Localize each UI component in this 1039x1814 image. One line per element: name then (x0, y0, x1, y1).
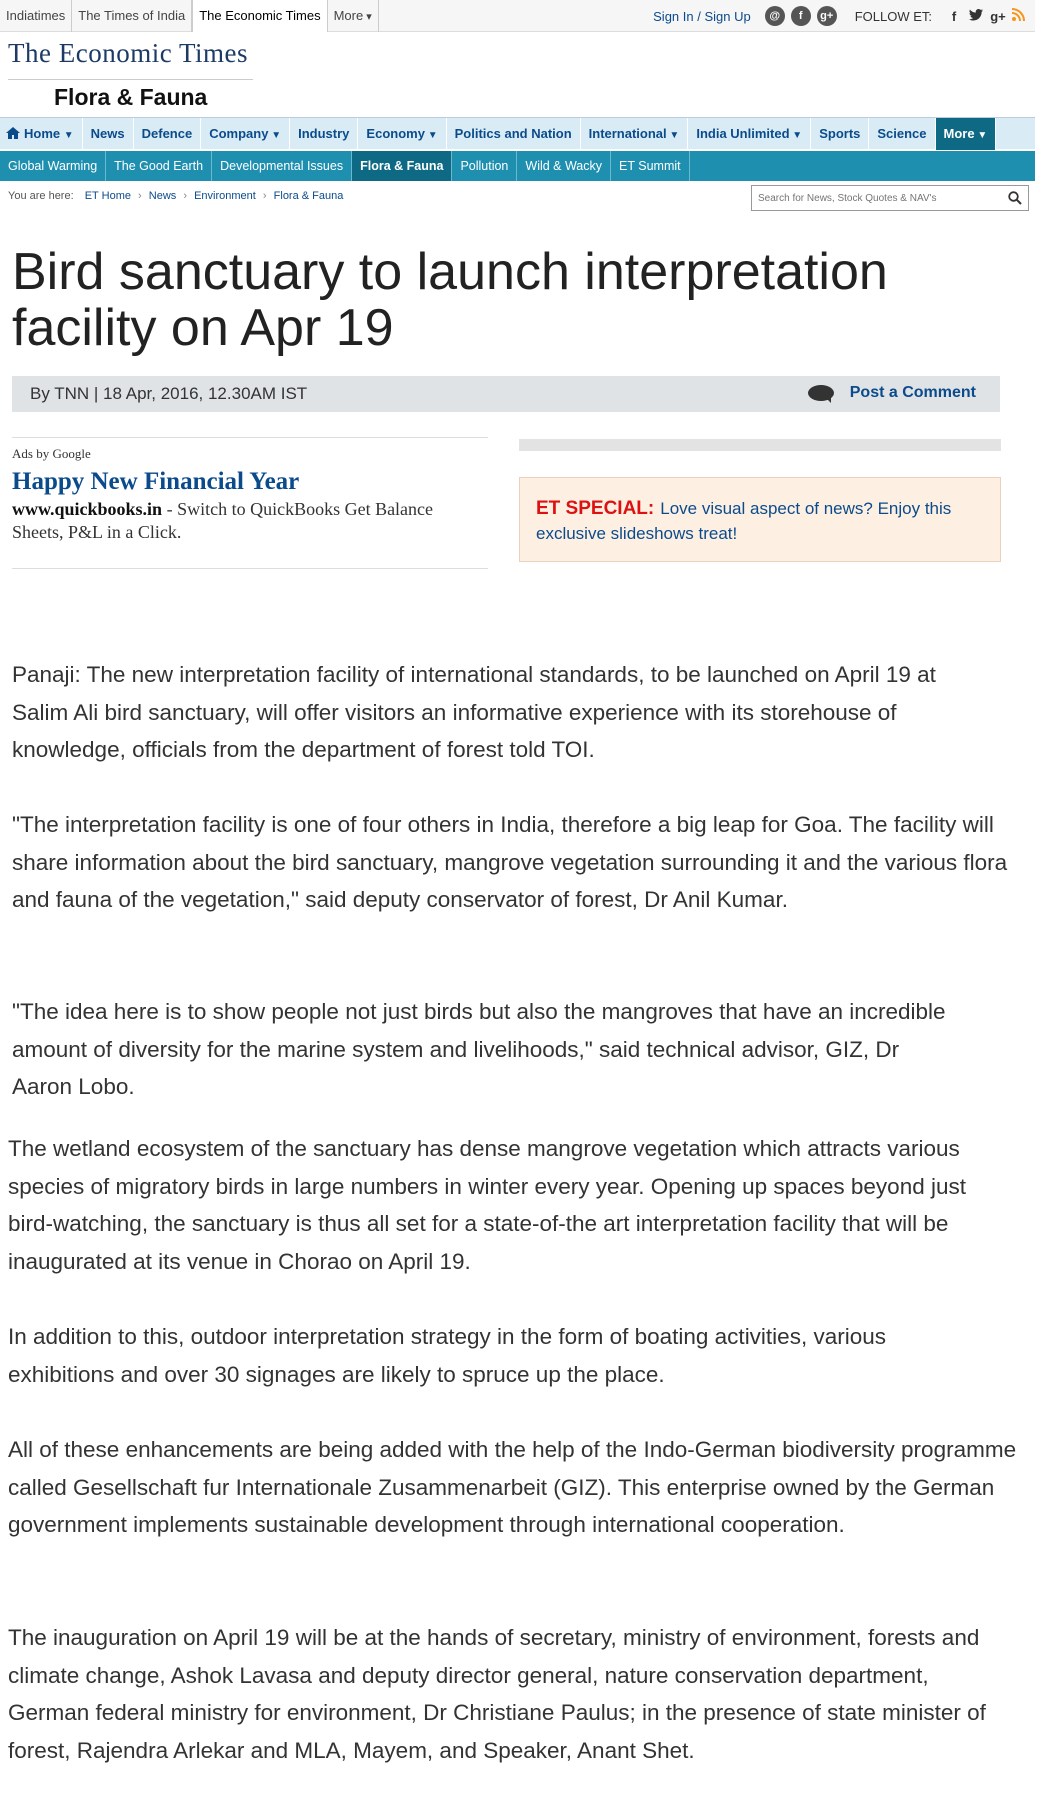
subnav-global-warming[interactable]: Global Warming (0, 151, 106, 181)
nav-science[interactable]: Science (869, 118, 935, 150)
article-paragraph: In addition to this, outdoor interpretation strategy in the form of boating activities, various exhibitions and over 30 signages are likely to spruce up the place. (8, 1324, 886, 1387)
primary-nav (0, 117, 1035, 149)
article-paragraph: The inauguration on April 19 will be at the hands of secretary, ministry of environment, forests and climate change, Ashok Lavasa and deputy director general, nature conservation department, German federal ministry for environment, Dr Christiane Paulus; in the presence of state minister of forest, Rajendra Arlekar and MLA, Mayem, and Speaker, Anant Shet. (8, 1625, 986, 1763)
nav-defence[interactable]: Defence (134, 118, 202, 150)
sign-in-link[interactable]: Sign In / Sign Up (653, 8, 751, 24)
nav-industry[interactable]: Industry (290, 118, 358, 150)
subnav-wild-wacky[interactable]: Wild & Wacky (517, 151, 611, 181)
ad-description (12, 498, 488, 544)
breadcrumb-et-home[interactable]: ET Home (84, 190, 131, 202)
nav-india-unlimited[interactable]: India Unlimited ▼ (688, 118, 811, 150)
top-right-links (653, 6, 1025, 26)
site-logo[interactable]: The Economic Times (8, 38, 248, 68)
home-icon (6, 119, 20, 131)
nav-more[interactable]: More ▼ (936, 118, 997, 150)
gplus-login-icon[interactable]: g+ (817, 6, 837, 26)
ad-title[interactable]: Happy New Financial Year (12, 468, 300, 495)
breadcrumb-prefix: You are here: (8, 190, 74, 202)
ads-by-google: Ads by Google (12, 446, 91, 461)
section-title: Flora & Fauna (54, 84, 208, 110)
article-paragraph: All of these enhancements are being added with the help of the Indo-German biodiversity programme called Gesellschaft fur Internationale Zusammenarbeit (GIZ). This enterprise owned by the German government implements sustainable development through international cooperation. (8, 1437, 1017, 1537)
subnav-flora-fauna[interactable]: Flora & Fauna (352, 151, 452, 181)
gplus-icon[interactable]: g+ (990, 8, 1006, 24)
tab-indiatimes[interactable]: Indiatimes (0, 0, 72, 32)
google-ad[interactable] (12, 437, 488, 569)
nav-politics[interactable]: Politics and Nation (447, 118, 581, 150)
byline-bar (12, 376, 1000, 412)
breadcrumb-environment[interactable]: Environment (194, 190, 256, 202)
et-special-label: ET SPECIAL: (536, 498, 655, 519)
breadcrumb: You are here: ET Home › News › Environment › Flora & Fauna (8, 190, 344, 202)
article-paragraph: "The idea here is to show people not just birds but also the mangroves that have an incredible amount of diversity for the marine system and livelihoods," said technical advisor, GIZ, Dr Aaron Lobo. (12, 999, 946, 1099)
network-tabs (0, 0, 379, 32)
ad-url[interactable]: www.quickbooks.in (12, 499, 163, 519)
nav-home-label: Home (24, 125, 61, 141)
breadcrumb-news[interactable]: News (148, 190, 177, 202)
article-paragraph: "The interpretation facility is one of four others in India, therefore a big leap for Goa. The facility will share information about the bird sanctuary, mangrove vegetation surrounding it and the various flora and fauna of the vegetation," said deputy conservator of forest, Dr Anil Kumar. (12, 812, 1008, 912)
post-comment-link[interactable] (808, 384, 976, 402)
logo-divider (8, 79, 253, 80)
nav-international[interactable]: International ▼ (581, 118, 689, 150)
follow-label: FOLLOW ET: (854, 8, 932, 24)
breadcrumb-flora-fauna[interactable]: Flora & Fauna (273, 190, 344, 202)
ad-text: - Switch to QuickBooks Get Balance Sheets, P&L in a Click. (12, 499, 434, 542)
search-icon[interactable] (1008, 191, 1022, 205)
search-box (751, 185, 1029, 211)
divider-bar (519, 439, 1001, 451)
tab-economic-times[interactable]: The Economic Times (192, 0, 327, 32)
et-special-box[interactable] (519, 477, 1001, 562)
rss-icon[interactable] (1012, 8, 1025, 25)
tab-times-of-india[interactable]: The Times of India (72, 0, 192, 32)
subnav-developmental-issues[interactable]: Developmental Issues (212, 151, 352, 181)
subnav-pollution[interactable]: Pollution (452, 151, 517, 181)
et-special-text[interactable]: Love visual aspect of news? Enjoy this exclusive slideshows treat! (536, 499, 952, 543)
search-input[interactable] (752, 186, 992, 210)
nav-company[interactable]: Company ▼ (201, 118, 290, 150)
nav-news[interactable]: News (83, 118, 134, 150)
byline-text: By TNN | 18 Apr, 2016, 12.30AM IST (30, 384, 308, 403)
twitter-icon[interactable] (968, 9, 984, 24)
post-comment-label: Post a Comment (849, 384, 976, 401)
nav-home[interactable] (0, 118, 83, 150)
facebook-login-icon[interactable]: f (791, 6, 811, 26)
article-paragraph: The wetland ecosystem of the sanctuary has dense mangrove vegetation which attracts various species of migratory birds in large numbers in winter every year. Opening up spaces beyond just bird-watching, the sanctuary is thus all set for a state-of-the art interpretation facility that will be inaugurated at its venue in Chorao on April 19. (8, 1136, 966, 1274)
secondary-nav (0, 151, 1035, 181)
email-icon[interactable]: @ (765, 6, 785, 26)
nav-economy[interactable]: Economy ▼ (358, 118, 446, 150)
nav-sports[interactable]: Sports (811, 118, 869, 150)
facebook-icon[interactable]: f (951, 8, 957, 24)
comment-icon (808, 385, 834, 401)
article-headline: Bird sanctuary to launch interpretation facility on Apr 19 (12, 243, 888, 357)
top-strip (0, 0, 1035, 32)
article-paragraph: Panaji: The new interpretation facility of international standards, to be launched on April 19 at Salim Ali bird sanctuary, will offer visitors an informative experience with its storehouse of knowledge, officials from the department of forest told TOI. (12, 662, 936, 762)
subnav-et-summit[interactable]: ET Summit (611, 151, 690, 181)
tab-more[interactable]: More ▾ (328, 0, 379, 32)
subnav-good-earth[interactable]: The Good Earth (106, 151, 212, 181)
